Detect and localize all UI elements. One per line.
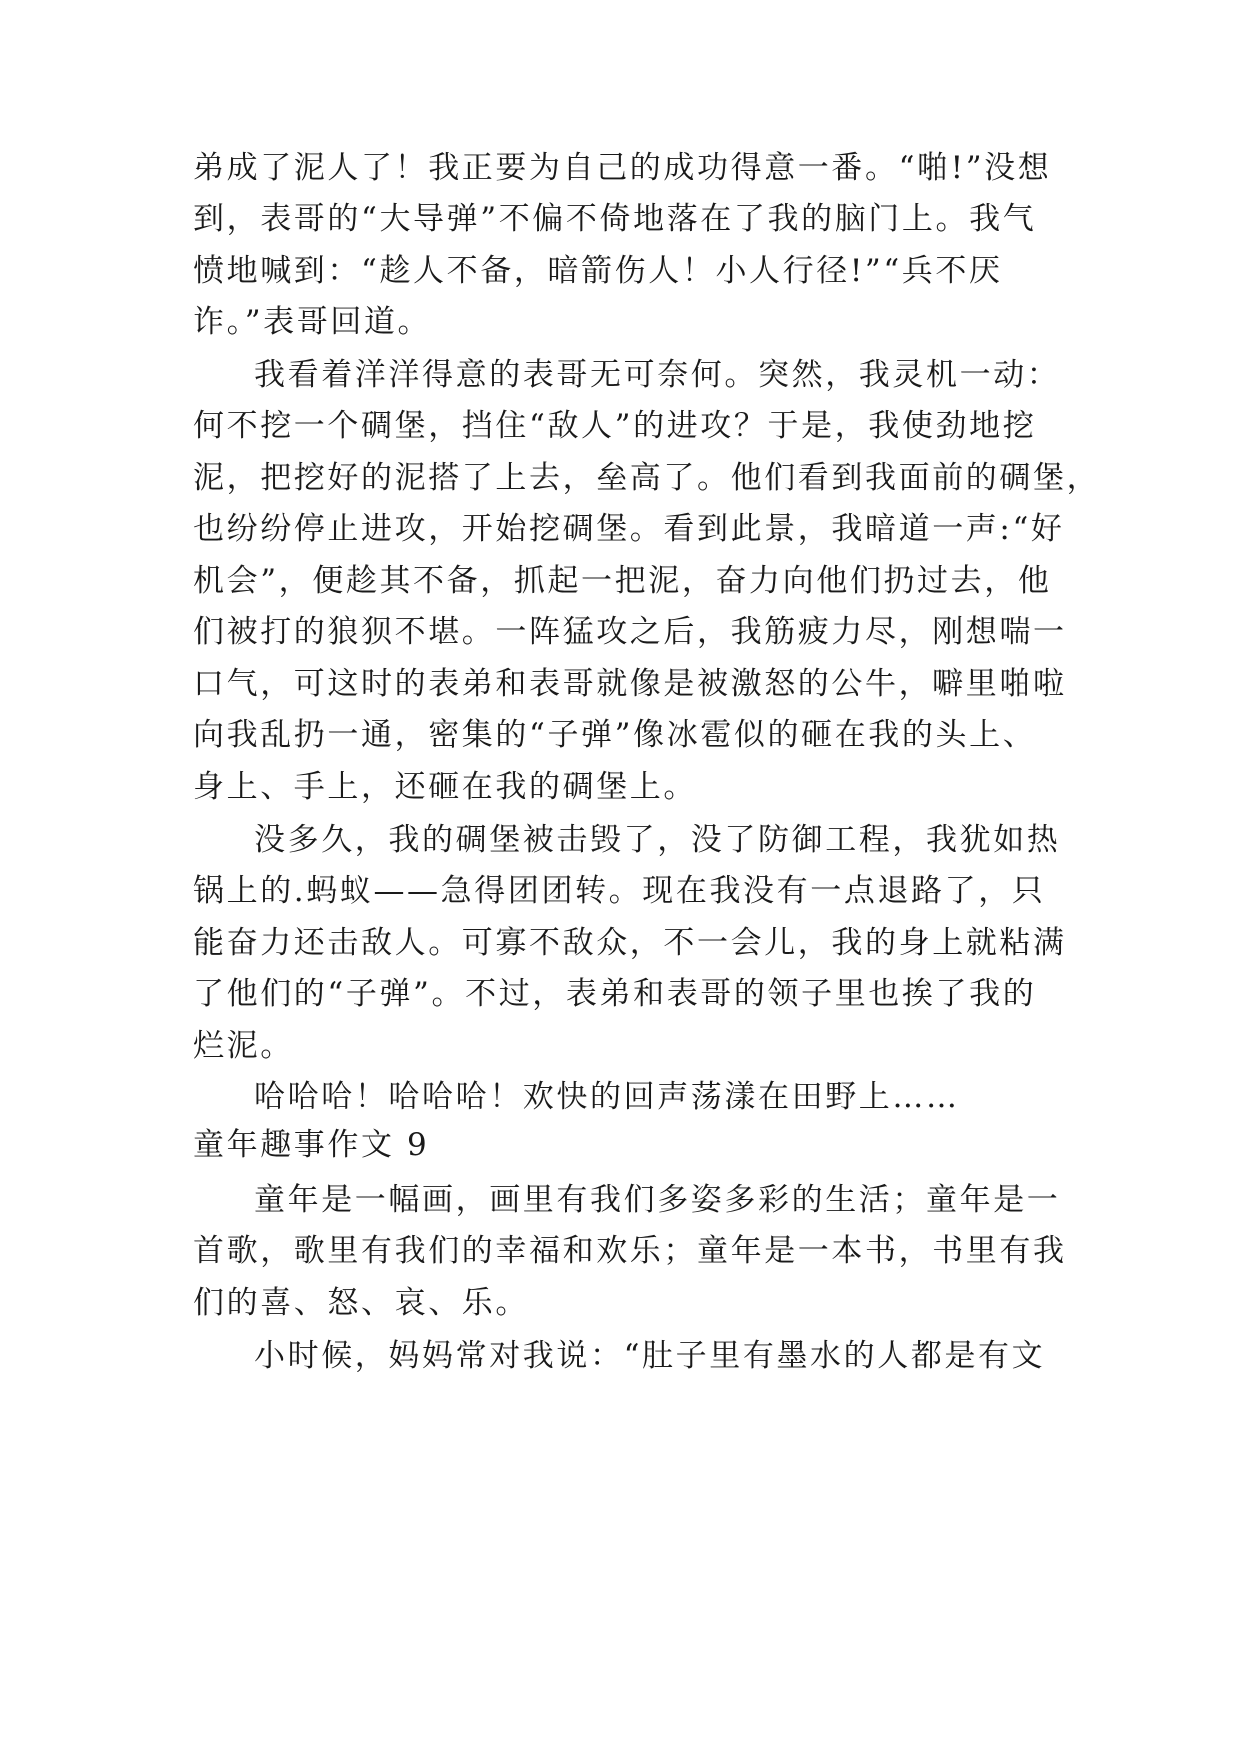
paragraph-start-line: 哈哈哈！哈哈哈！欢快的回声荡漾在田野上…… xyxy=(254,1079,960,1115)
text-line: 们的喜、怒、哀、乐。 xyxy=(193,1285,529,1321)
text-line: 向我乱扔一通，密集的“子弹”像冰雹似的砸在我的头上、 xyxy=(193,717,1037,753)
text-line: 了他们的“子弹”。不过，表弟和表哥的领子里也挨了我的 xyxy=(193,976,1037,1012)
text-line: 到，表哥的“大导弹”不偏不倚地落在了我的脑门上。我气 xyxy=(193,201,1037,237)
text-line: 机会”，便趁其不备，抓起一把泥，奋力向他们扔过去，他 xyxy=(193,563,1052,599)
paragraph-start-line: 童年是一幅画，画里有我们多姿多彩的生活；童年是一 xyxy=(254,1182,1061,1218)
text-line: 诈。”表哥回道。 xyxy=(193,304,432,340)
paragraph-start-line: 小时候，妈妈常对我说：“肚子里有墨水的人都是有文 xyxy=(254,1338,1046,1374)
text-line: 烂泥。 xyxy=(193,1028,294,1064)
text-line: 口气，可这时的表弟和表哥就像是被激怒的公牛，噼里啪啦 xyxy=(193,666,1067,702)
section-heading: 童年趣事作文 9 xyxy=(193,1127,430,1163)
text-line: 愤地喊到：“趁人不备，暗箭伤人！小人行径!”“兵不厌 xyxy=(193,253,1003,289)
text-line: 弟成了泥人了！我正要为自己的成功得意一番。“啪!”没想 xyxy=(193,150,1052,186)
text-line: 首歌，歌里有我们的幸福和欢乐；童年是一本书，书里有我 xyxy=(193,1233,1067,1269)
text-line: 泥，把挖好的泥搭了上去，垒高了。他们看到我面前的碉堡， xyxy=(193,460,1101,496)
paragraph-start-line: 没多久，我的碉堡被击毁了，没了防御工程，我犹如热 xyxy=(254,822,1061,858)
text-line: 身上、手上，还砸在我的碉堡上。 xyxy=(193,769,697,805)
text-line: 们被打的狼狈不堪。一阵猛攻之后，我筋疲力尽，刚想喘一 xyxy=(193,614,1067,650)
text-line: 能奋力还击敌人。可寡不敌众，不一会儿，我的身上就粘满 xyxy=(193,925,1067,961)
paragraph-start-line: 我看着洋洋得意的表哥无可奈何。突然，我灵机一动： xyxy=(254,357,1061,393)
text-line: 锅上的.蚂蚁——急得团团转。现在我没有一点退路了，只 xyxy=(193,873,1046,909)
text-line: 何不挖一个碉堡，挡住“敌人”的进攻？于是，我使劲地挖 xyxy=(193,408,1037,444)
text-line: 也纷纷停止进攻，开始挖碉堡。看到此景，我暗道一声:“好 xyxy=(193,511,1065,547)
